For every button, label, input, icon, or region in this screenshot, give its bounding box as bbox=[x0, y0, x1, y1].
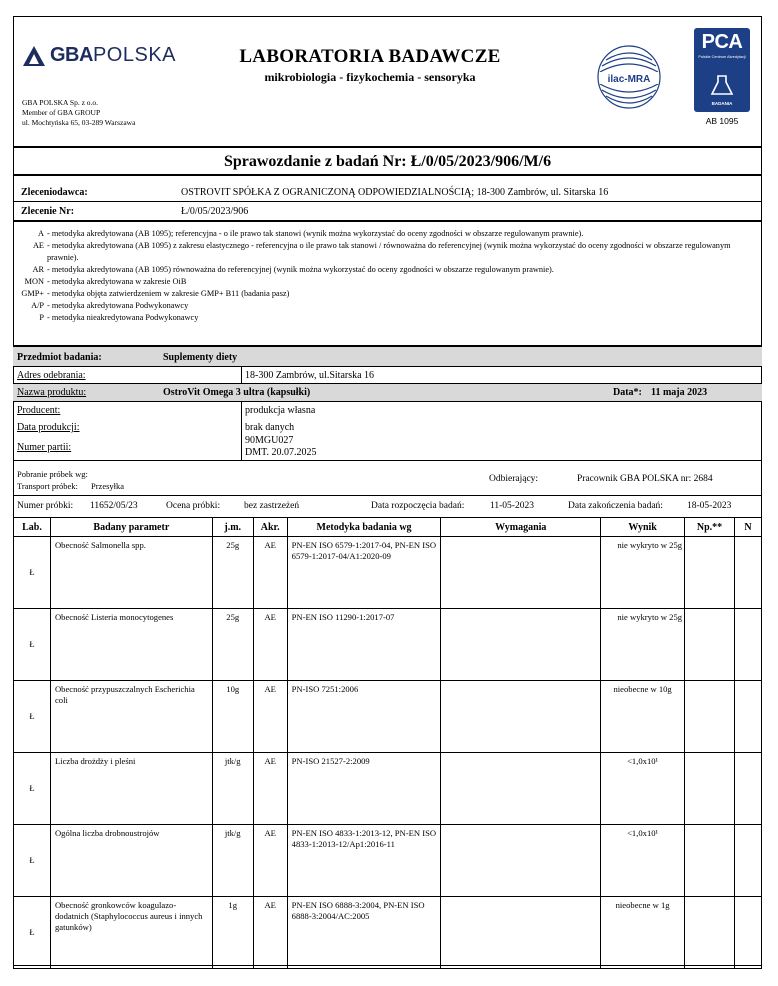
cell-divider bbox=[241, 367, 242, 383]
adres-value: 18-300 Zambrów, ul.Sitarska 16 bbox=[245, 370, 375, 381]
col-n: N bbox=[734, 518, 761, 537]
cell-np bbox=[685, 825, 735, 897]
pca-badania: BADANIA bbox=[711, 101, 733, 106]
legend-desc: - metodyka objęta zatwierdzeniem w zakresie GMP+ B11 (badania pasz) bbox=[47, 288, 762, 300]
cell-param: Obecność Salmonella spp. bbox=[50, 537, 212, 609]
cell-akr: AE bbox=[253, 897, 287, 969]
report-title: Sprawozdanie z badań Nr: Ł/0/05/2023/906/M/6 bbox=[13, 146, 762, 176]
legend-desc: - metodyka akredytowana (AB 1095) równoważna do referencyjnej (wynik można wykorzystać do oceny zgodności w obszarze regulowanym prawnie). bbox=[47, 264, 762, 276]
divider bbox=[13, 220, 762, 222]
cell-param: Obecność przypuszczalnych Escherichia coli bbox=[50, 681, 212, 753]
legend-item bbox=[13, 300, 762, 312]
company-line: Member of GBA GROUP bbox=[22, 108, 101, 117]
cell-lab: Ł bbox=[14, 681, 51, 753]
cell-n bbox=[734, 825, 761, 897]
subject-table bbox=[13, 345, 762, 461]
cell-lab: Ł bbox=[14, 537, 51, 609]
lab-title: LABORATORIA BADAWCZE bbox=[239, 46, 501, 67]
cell-method: PN-EN ISO 6579-1:2017-04, PN-EN ISO 6579-1:2017-04/A1:2020-09 bbox=[287, 537, 441, 609]
transport-value: Przesyłka bbox=[91, 481, 125, 491]
cell-result: nie wykryto w 25g bbox=[601, 609, 685, 681]
pca-logo bbox=[694, 28, 750, 112]
cell-akr: AE bbox=[253, 825, 287, 897]
legend-item bbox=[13, 264, 762, 276]
pobranie-label: Pobranie próbek wg: bbox=[17, 469, 88, 479]
ilac-mra-logo bbox=[596, 44, 662, 110]
gba-logo bbox=[22, 44, 176, 67]
cell-lab: Ł bbox=[14, 609, 51, 681]
cell-np bbox=[685, 681, 735, 753]
partia-label: Numer partii: bbox=[17, 442, 72, 453]
partia-expiry: DMT. 20.07.2025 bbox=[245, 447, 317, 458]
company-line: GBA POLSKA Sp. z o.o. bbox=[22, 98, 99, 107]
nazwa-value: OstroVit Omega 3 ultra (kapsułki) bbox=[163, 387, 311, 398]
col-akr: Akr. bbox=[253, 518, 287, 537]
cell-result: <1,0x10¹ bbox=[601, 753, 685, 825]
cell-result: nie wykryto w 25g bbox=[601, 537, 685, 609]
pca-title: PCA bbox=[701, 31, 743, 53]
cell-method: PN-ISO 21527-2:2009 bbox=[287, 753, 441, 825]
gba-triangle-icon bbox=[22, 45, 46, 67]
numer-value: 11652/05/23 bbox=[90, 501, 138, 511]
data-produkcji-value: brak danych bbox=[245, 422, 295, 433]
address-row bbox=[13, 367, 762, 384]
cell-divider bbox=[241, 402, 242, 460]
cell-result: <1,0x10¹ bbox=[601, 825, 685, 897]
results-table bbox=[13, 517, 762, 969]
legend-desc: - metodyka akredytowana (AB 1095); referencyjna - o ile prawo tak stanowi (wynik można wykorzystać do oceny zgodności w obszarze regulowanym prawnie). bbox=[47, 228, 762, 240]
numer-label: Numer próbki: bbox=[17, 501, 74, 511]
legend-code: A/P bbox=[31, 301, 44, 310]
logo-light-text: POLSKA bbox=[92, 44, 176, 66]
zlecenie-value: Ł/0/05/2023/906 bbox=[181, 206, 249, 217]
cell-akr: AE bbox=[253, 537, 287, 609]
cell-lab: Ł bbox=[14, 753, 51, 825]
cell-lab: Ł bbox=[14, 825, 51, 897]
zleceniodawca-label: Zleceniodawca: bbox=[21, 187, 88, 198]
cell-akr: AE bbox=[253, 609, 287, 681]
cell-method: PN-EN ISO 4833-1:2013-12, PN-EN ISO 4833-1:2013-12/Ap1:2016-11 bbox=[287, 825, 441, 897]
ilac-text: ilac-MRA bbox=[607, 74, 651, 85]
cell-param: Obecność Listeria monocytogenes bbox=[50, 609, 212, 681]
company-line: ul. Mochtyńska 65, 03-289 Warszawa bbox=[22, 118, 136, 127]
legend-item bbox=[13, 276, 762, 288]
col-param: Badany parametr bbox=[50, 518, 212, 537]
sampling-info bbox=[13, 466, 762, 496]
subject-row bbox=[13, 347, 762, 367]
odbierajacy-value: Pracownik GBA POLSKA nr: 2684 bbox=[577, 474, 713, 484]
method-legend bbox=[13, 228, 762, 324]
ocena-value: bez zastrzeżeń bbox=[244, 501, 300, 511]
end-label: Data zakończenia badań: bbox=[568, 501, 663, 511]
cell-unit: 25g bbox=[212, 609, 253, 681]
table-row bbox=[14, 681, 762, 753]
legend-code: P bbox=[39, 313, 44, 322]
col-result: Wynik bbox=[601, 518, 685, 537]
adres-label: Adres odebrania: bbox=[17, 370, 86, 381]
legend-desc: - metodyka nieakredytowana Podwykonawcy bbox=[47, 312, 762, 324]
table-row bbox=[14, 897, 762, 969]
cell-n bbox=[734, 681, 761, 753]
producer-block bbox=[13, 402, 762, 461]
logo-bold-text: GBA bbox=[50, 44, 93, 66]
legend-desc: - metodyka akredytowana Podwykonawcy bbox=[47, 300, 762, 312]
cell-akr: AE bbox=[253, 753, 287, 825]
data-produkcji-label: Data produkcji: bbox=[17, 422, 80, 433]
header-row bbox=[14, 518, 762, 537]
legend-code: GMP+ bbox=[21, 289, 44, 298]
producent-value: produkcja własna bbox=[245, 405, 316, 416]
col-np: Np.** bbox=[685, 518, 735, 537]
cell-unit: jtk/g bbox=[212, 753, 253, 825]
cell-n bbox=[734, 753, 761, 825]
cell-akr: AE bbox=[253, 681, 287, 753]
product-row bbox=[13, 384, 762, 402]
cell-param: Obecność gronkowców koagulazo-dodatnich (Staphylococcus aureus i innych gatunków) bbox=[50, 897, 212, 969]
cell-n bbox=[734, 897, 761, 969]
cell-result: nieobecne w 10g bbox=[601, 681, 685, 753]
legend-desc: - metodyka akredytowana (AB 1095) z zakresu elastycznego - referencyjna o ile prawo tak stanowi / równoważna do referencyjnej (wynik można wykorzystać do oceny zgodności w obszarze regulowanym prawnie). bbox=[47, 240, 762, 264]
start-value: 11-05-2023 bbox=[490, 501, 534, 511]
cell-result: nieobecne w 1g bbox=[601, 897, 685, 969]
cell-np bbox=[685, 897, 735, 969]
legend-code: MON bbox=[24, 277, 44, 286]
legend-code: AR bbox=[32, 265, 44, 274]
sample-dates bbox=[13, 497, 762, 516]
cell-lab: Ł bbox=[14, 897, 51, 969]
cell-n bbox=[734, 537, 761, 609]
partia-value: 90MGU027 bbox=[245, 435, 294, 446]
ocena-label: Ocena próbki: bbox=[166, 501, 221, 511]
cell-unit: 1g bbox=[212, 897, 253, 969]
cell-n bbox=[734, 609, 761, 681]
pca-subtitle: Polskie Centrum Akredytacji bbox=[698, 55, 746, 59]
cell-unit: 25g bbox=[212, 537, 253, 609]
zleceniodawca-value: OSTROVIT SPÓŁKA Z OGRANICZONĄ ODPOWIEDZIALNOŚCIĄ; 18-300 Zambrów, ul. Sitarska 16 bbox=[181, 187, 609, 198]
data-label: Data*: bbox=[613, 387, 642, 398]
legend-item bbox=[13, 312, 762, 324]
przedmiot-value: Suplementy diety bbox=[163, 352, 238, 363]
cell-req bbox=[441, 825, 601, 897]
cell-unit: jtk/g bbox=[212, 825, 253, 897]
cell-param: Liczba drożdży i pleśni bbox=[50, 753, 212, 825]
cell-param: Ogólna liczba drobnoustrojów bbox=[50, 825, 212, 897]
col-req: Wymagania bbox=[441, 518, 601, 537]
cell-np bbox=[685, 537, 735, 609]
przedmiot-label: Przedmiot badania: bbox=[17, 352, 102, 363]
start-label: Data rozpoczęcia badań: bbox=[371, 501, 465, 511]
cell-req bbox=[441, 681, 601, 753]
cell-np bbox=[685, 609, 735, 681]
zlecenie-label: Zlecenie Nr: bbox=[21, 206, 75, 217]
table-row bbox=[14, 753, 762, 825]
legend-desc: - metodyka akredytowana w zakresie OiB bbox=[47, 276, 762, 288]
cell-np bbox=[685, 753, 735, 825]
end-value: 18-05-2023 bbox=[687, 501, 732, 511]
accreditation-number: AB 1095 bbox=[705, 116, 739, 126]
client-row bbox=[13, 183, 762, 202]
cell-method: PN-EN ISO 11290-1:2017-07 bbox=[287, 609, 441, 681]
cell-req bbox=[441, 753, 601, 825]
cell-method: PN-ISO 7251:2006 bbox=[287, 681, 441, 753]
legend-item bbox=[13, 240, 762, 264]
cell-unit: 10g bbox=[212, 681, 253, 753]
legend-code: A bbox=[38, 229, 44, 238]
transport-label: Transport próbek: bbox=[17, 481, 78, 491]
table-row bbox=[14, 537, 762, 609]
col-unit: j.m. bbox=[212, 518, 253, 537]
producent-label: Producent: bbox=[17, 405, 61, 416]
col-method: Metodyka badania wg bbox=[287, 518, 441, 537]
col-lab: Lab. bbox=[14, 518, 51, 537]
legend-item bbox=[13, 288, 762, 300]
table-row bbox=[14, 825, 762, 897]
pca-flask-icon bbox=[710, 74, 734, 96]
cell-method: PN-EN ISO 6888-3:2004, PN-EN ISO 6888-3:2004/AC:2005 bbox=[287, 897, 441, 969]
cell-req bbox=[441, 897, 601, 969]
company-address bbox=[22, 98, 135, 128]
lab-subtitle: mikrobiologia - fizykochemia - sensoryka bbox=[264, 70, 476, 84]
legend-code: AE bbox=[32, 241, 44, 250]
cell-req bbox=[441, 609, 601, 681]
cell-req bbox=[441, 537, 601, 609]
order-row bbox=[13, 202, 762, 221]
odbierajacy-label: Odbierający: bbox=[489, 474, 539, 484]
nazwa-label: Nazwa produktu: bbox=[17, 387, 87, 398]
legend-item bbox=[13, 228, 762, 240]
table-row bbox=[14, 609, 762, 681]
data-value: 11 maja 2023 bbox=[651, 387, 708, 398]
